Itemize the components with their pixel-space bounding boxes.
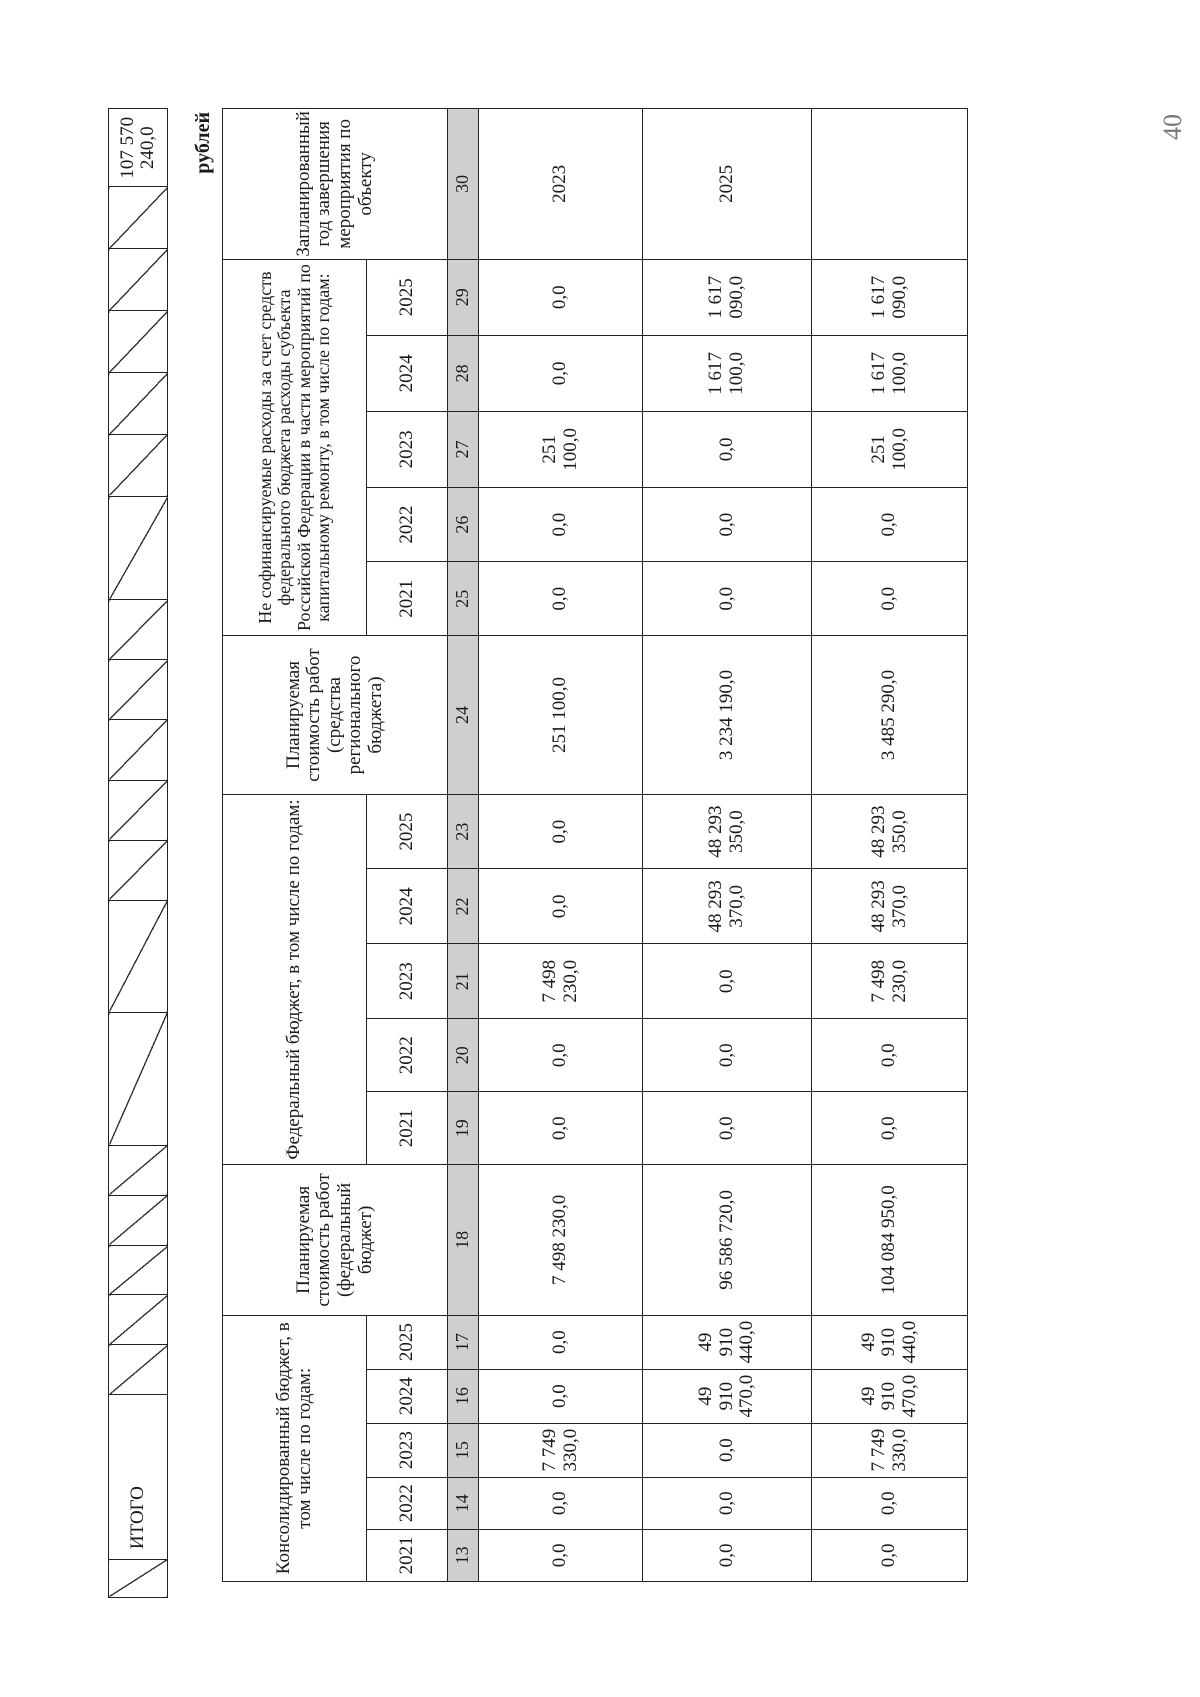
column-number: 27 <box>448 411 479 487</box>
totals-diagonal-cell <box>109 600 168 660</box>
planned-federal-cell: 96 586 720,0 <box>643 1165 812 1315</box>
totals-diagonal-cell <box>109 660 168 720</box>
column-number: 14 <box>448 1477 479 1529</box>
year-header-federal: 2024 <box>367 869 448 944</box>
header-planned-regional: Планируемая стоимость работ (средства регионального бюджета) <box>223 636 448 794</box>
completion-year-cell <box>812 109 968 260</box>
rotated-page-content <box>108 108 1008 1598</box>
year-header-nonco: 2021 <box>367 562 448 636</box>
column-number: 13 <box>448 1529 479 1581</box>
nonco-cell: 0,0 <box>479 335 643 411</box>
header-federal: Федеральный бюджет, в том числе по годам: <box>223 794 367 1165</box>
consolidated-cell: 0,0 <box>812 1529 968 1581</box>
totals-label: ИТОГО <box>109 1395 168 1560</box>
consolidated-cell: 0,0 <box>643 1529 812 1581</box>
federal-cell: 0,0 <box>479 1092 643 1165</box>
column-number: 18 <box>448 1165 479 1315</box>
budget-table <box>222 108 968 1582</box>
year-header-federal: 2023 <box>367 944 448 1019</box>
federal-cell: 0,0 <box>812 1019 968 1092</box>
totals-diagonal-cell <box>109 373 168 435</box>
totals-diagonal-cell <box>109 249 168 311</box>
consolidated-cell: 7 749 330,0 <box>479 1423 643 1477</box>
planned-regional-cell: 3 485 290,0 <box>812 636 968 794</box>
nonco-cell: 1 617 090,0 <box>643 259 812 335</box>
column-number: 16 <box>448 1369 479 1423</box>
column-number: 19 <box>448 1092 479 1165</box>
federal-cell: 7 498 230,0 <box>479 944 643 1019</box>
column-number-row <box>448 109 479 1582</box>
federal-cell: 0,0 <box>643 944 812 1019</box>
nonco-cell: 1 617 100,0 <box>643 335 812 411</box>
consolidated-cell: 49 910 470,0 <box>812 1369 968 1423</box>
federal-cell: 0,0 <box>479 869 643 944</box>
federal-cell: 0,0 <box>643 1092 812 1165</box>
nonco-cell: 251 100,0 <box>812 411 968 487</box>
nonco-cell: 0,0 <box>479 259 643 335</box>
column-number: 24 <box>448 636 479 794</box>
planned-regional-cell: 3 234 190,0 <box>643 636 812 794</box>
consolidated-cell: 0,0 <box>479 1529 643 1581</box>
consolidated-cell: 49 910 470,0 <box>643 1369 812 1423</box>
header-planned-federal: Планируемая стоимость работ (федеральный бюджет) <box>223 1165 448 1315</box>
nonco-cell: 1 617 100,0 <box>812 335 968 411</box>
totals-diagonal-cell <box>109 1345 168 1395</box>
totals-diagonal-cell <box>109 187 168 249</box>
year-header-consolidated: 2022 <box>367 1477 448 1529</box>
header-nonco: Не софинансируемые расходы за счет средств федерального бюджета расходы субъекта Российской Федерации в части мероприятий по капитальному ремонту, в том числе по годам: <box>223 259 367 636</box>
page-number: 40 <box>1158 114 1187 140</box>
column-number: 28 <box>448 335 479 411</box>
consolidated-cell: 0,0 <box>812 1477 968 1529</box>
totals-diagonal-cell <box>109 1560 168 1598</box>
nonco-cell: 0,0 <box>479 487 643 561</box>
totals-diagonal-cell <box>109 1145 168 1195</box>
totals-diagonal-cell <box>109 900 168 1012</box>
federal-cell: 48 293 350,0 <box>643 794 812 869</box>
completion-year-cell: 2023 <box>479 109 643 260</box>
nonco-cell: 0,0 <box>643 411 812 487</box>
table-row <box>479 109 643 1582</box>
consolidated-cell: 0,0 <box>643 1423 812 1477</box>
federal-cell: 0,0 <box>643 1019 812 1092</box>
nonco-cell: 0,0 <box>812 487 968 561</box>
column-number: 22 <box>448 869 479 944</box>
totals-diagonal-cell <box>109 1245 168 1295</box>
nonco-cell: 1 617 090,0 <box>812 259 968 335</box>
column-number: 15 <box>448 1423 479 1477</box>
column-number: 29 <box>448 259 479 335</box>
totals-diagonal-cell <box>109 780 168 840</box>
year-header-federal: 2021 <box>367 1092 448 1165</box>
federal-cell: 48 293 370,0 <box>643 869 812 944</box>
column-number: 26 <box>448 487 479 561</box>
year-header-nonco: 2025 <box>367 259 448 335</box>
nonco-cell: 251 100,0 <box>479 411 643 487</box>
consolidated-cell: 0,0 <box>479 1369 643 1423</box>
totals-diagonal-cell <box>109 720 168 780</box>
column-number: 30 <box>448 109 479 260</box>
consolidated-cell: 49 910 440,0 <box>812 1315 968 1369</box>
completion-year-cell: 2025 <box>643 109 812 260</box>
year-header-consolidated: 2024 <box>367 1369 448 1423</box>
totals-diagonal-cell <box>109 840 168 900</box>
totals-diagonal-cell <box>109 1012 168 1145</box>
year-header-federal: 2025 <box>367 794 448 869</box>
planned-federal-cell: 7 498 230,0 <box>479 1165 643 1315</box>
federal-cell: 48 293 350,0 <box>812 794 968 869</box>
planned-regional-cell: 251 100,0 <box>479 636 643 794</box>
column-number: 17 <box>448 1315 479 1369</box>
consolidated-cell: 0,0 <box>479 1477 643 1529</box>
year-header-nonco: 2022 <box>367 487 448 561</box>
federal-cell: 0,0 <box>479 1019 643 1092</box>
year-header-federal: 2022 <box>367 1019 448 1092</box>
year-header-consolidated: 2025 <box>367 1315 448 1369</box>
table-row-total <box>812 109 968 1582</box>
consolidated-cell: 49 910 440,0 <box>643 1315 812 1369</box>
year-header-consolidated: 2021 <box>367 1529 448 1581</box>
federal-cell: 7 498 230,0 <box>812 944 968 1019</box>
table-row <box>643 109 812 1582</box>
year-header-nonco: 2023 <box>367 411 448 487</box>
consolidated-cell: 0,0 <box>479 1315 643 1369</box>
federal-cell: 0,0 <box>479 794 643 869</box>
column-number: 20 <box>448 1019 479 1092</box>
nonco-cell: 0,0 <box>643 562 812 636</box>
federal-cell: 48 293 370,0 <box>812 869 968 944</box>
currency-unit: рублей <box>192 112 214 174</box>
totals-sum: 107 570 240,0 <box>109 109 168 187</box>
year-header-nonco: 2024 <box>367 335 448 411</box>
column-number: 21 <box>448 944 479 1019</box>
year-header-consolidated: 2023 <box>367 1423 448 1477</box>
totals-diagonal-cell <box>109 496 168 599</box>
nonco-cell: 0,0 <box>479 562 643 636</box>
column-number: 25 <box>448 562 479 636</box>
header-consolidated: Консолидированный бюджет, в том числе по годам: <box>223 1315 367 1581</box>
column-number: 23 <box>448 794 479 869</box>
header-completion-year: Запланированный год завершения мероприятия по объекту <box>223 109 448 260</box>
totals-strip <box>108 108 168 1598</box>
totals-diagonal-cell <box>109 1195 168 1245</box>
totals-diagonal-cell <box>109 1295 168 1345</box>
federal-cell: 0,0 <box>812 1092 968 1165</box>
consolidated-cell: 0,0 <box>643 1477 812 1529</box>
consolidated-cell: 7 749 330,0 <box>812 1423 968 1477</box>
totals-diagonal-cell <box>109 311 168 373</box>
nonco-cell: 0,0 <box>812 562 968 636</box>
totals-diagonal-cell <box>109 435 168 497</box>
nonco-cell: 0,0 <box>643 487 812 561</box>
planned-federal-cell: 104 084 950,0 <box>812 1165 968 1315</box>
